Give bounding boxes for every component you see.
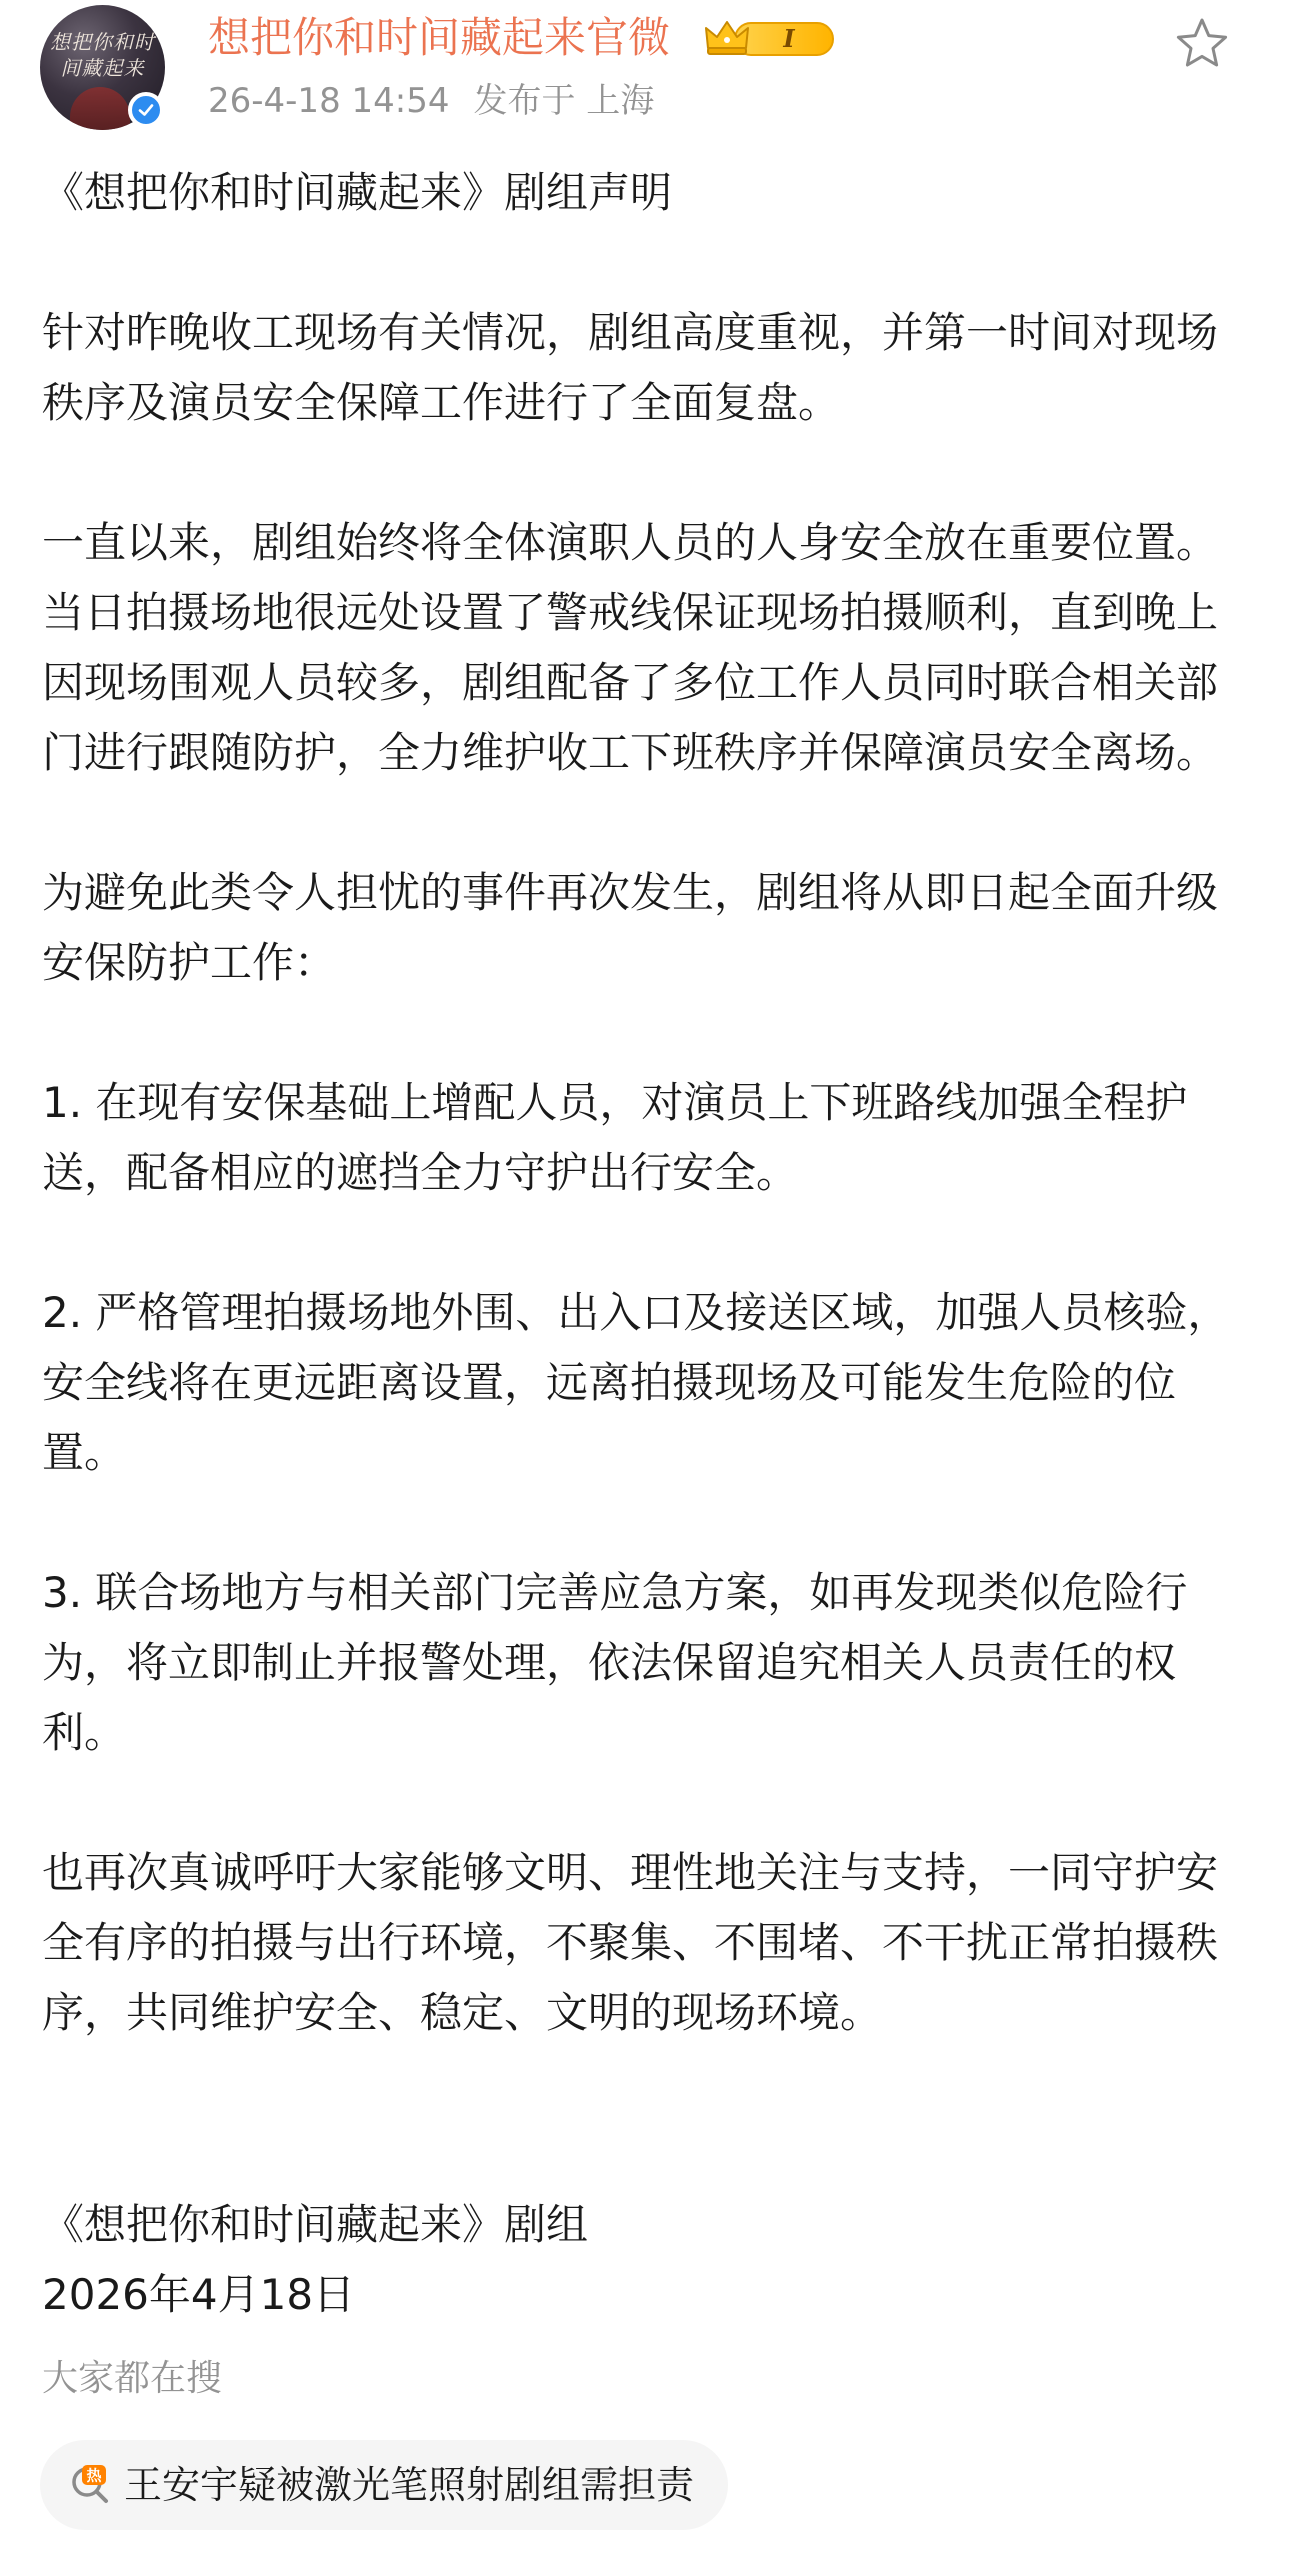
signature-date: 2026年4月18日 <box>42 2270 356 2319</box>
hot-search-icon <box>68 2463 112 2507</box>
trending-search-text[interactable]: 王安宇疑被激光笔照射剧组需担责 <box>124 2463 695 2507</box>
author-name[interactable]: 想把你和时间藏起来官微 <box>208 13 671 62</box>
post-list-item: 2. 严格管理拍摄场地外围、出入口及接送区域，加强人员核验，安全线将在更远距离设置，远离拍摄现场及可能发生危险的位置。 <box>42 1288 1230 1477</box>
post-location: 发布于 上海 <box>473 81 655 121</box>
trending-search-chip[interactable] <box>40 2440 728 2530</box>
post-body <box>42 158 1254 2048</box>
post-paragraph: 为避免此类令人担忧的事件再次发生，剧组将从即日起全面升级安保防护工作： <box>42 868 1219 987</box>
post-meta <box>208 78 678 124</box>
post-time: 26-4-18 14:54 <box>208 81 450 121</box>
trending-label: 大家都在搜 <box>42 2358 223 2399</box>
post-paragraph: 也再次真诚呼吁大家能够文明、理性地关注与支持，一同守护安全有序的拍摄与出行环境，不聚集、不围堵、不干扰正常拍摄秩序，共同维护安全、稳定、文明的现场环境。 <box>42 1848 1219 2037</box>
post-title: 《想把你和时间藏起来》剧组声明 <box>42 168 673 217</box>
avatar-logo-text: 想把你和时间藏起来 <box>50 30 155 80</box>
member-level: I <box>734 22 834 56</box>
avatar-figure <box>70 87 130 130</box>
post-signature <box>42 2190 588 2330</box>
crown-icon <box>704 18 750 58</box>
verified-icon <box>128 92 164 128</box>
post-paragraph: 针对昨晚收工现场有关情况，剧组高度重视，并第一时间对现场秩序及演员安全保障工作进行了全面复盘。 <box>42 308 1219 427</box>
signature-org: 《想把你和时间藏起来》剧组 <box>42 2200 589 2249</box>
star-icon[interactable] <box>1172 14 1232 74</box>
post-header <box>0 0 1290 140</box>
post-paragraph: 一直以来，剧组始终将全体演职人员的人身安全放在重要位置。当日拍摄场地很远处设置了警戒线保证现场拍摄顺利，直到晚上因现场围观人员较多，剧组配备了多位工作人员同时联合相关部门进行跟随防护，全力维护收工下班秩序并保障演员安全离场。 <box>42 518 1219 777</box>
post-list-item: 3. 联合场地方与相关部门完善应急方案，如再发现类似危险行为，将立即制止并报警处理，依法保留追究相关人员责任的权利。 <box>42 1568 1188 1757</box>
hot-badge-text: 热 <box>86 2466 102 2485</box>
post-list-item: 1. 在现有安保基础上增配人员，对演员上下班路线加强全程护送，配备相应的遮挡全力守护出行安全。 <box>42 1078 1188 1197</box>
